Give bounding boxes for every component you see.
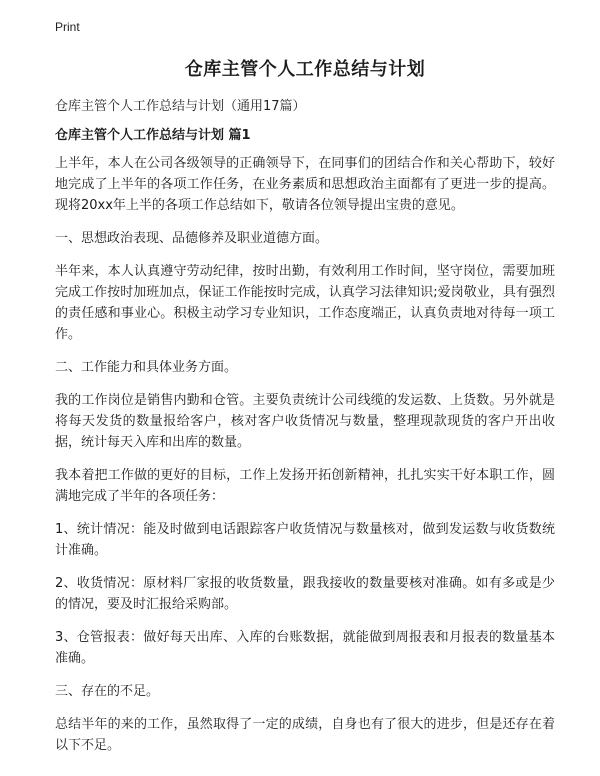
paragraph: 上半年，本人在公司各级领导的正确领导下，在同事们的团结合作和关心帮助下，较好地完成了上半年的各项工作任务，在业务素质和思想政治主面都有了更进一步的提高。现将20xx年上半的各项工作总结如下，敬请各位领导提出宝贵的意见。 <box>55 156 555 213</box>
paragraph: 2、收货情况：原材料厂家报的收货数量，跟我接收的数量要核对准确。如有多或是少的情况，要及时汇报给采购部。 <box>55 576 555 612</box>
section-heading: 仓库主管个人工作总结与计划 篇1 <box>55 128 251 143</box>
document-body <box>55 153 555 768</box>
paragraph: 三、存在的不足。 <box>55 684 160 699</box>
paragraph: 1、统计情况：能及时做到电话跟踪客户收货情况与数量核对，做到发运数与收货数统计准确。 <box>55 522 555 558</box>
document-title: 仓库主管个人工作总结与计划 <box>184 59 426 80</box>
print-label[interactable]: Print <box>55 20 80 34</box>
paragraph: 二、工作能力和具体业务方面。 <box>55 360 238 375</box>
paragraph: 3、仓管报表：做好每天出库、入库的台账数据，就能做到周报表和月报表的数量基本准确。 <box>55 630 555 666</box>
paragraph: 我的工作岗位是销售内勤和仓管。主要负责统计公司线缆的发运数、上货数。另外就是将每天发货的数量报给客户，核对客户收货情况与数量，整理现款现货的客户开出收据，统计每天入库和出库的数量。 <box>55 393 555 450</box>
paragraph: 总结半年的来的工作，虽然取得了一定的成绩，自身也有了很大的进步，但是还存在着以下不足。 <box>55 717 555 753</box>
paragraph: 我本着把工作做的更好的目标，工作上发扬开拓创新精神，扎扎实实干好本职工作，圆满地完成了半年的各项任务： <box>55 468 555 504</box>
paragraph: 半年来，本人认真遵守劳动纪律，按时出勤，有效利用工作时间，坚守岗位，需要加班完成工作按时加班加点，保证工作能按时完成，认真学习法律知识;爱岗敬业，具有强烈的责任感和事业心。积极主动学习专业知识，工作态度端正，认真负责地对待每一项工作。 <box>55 264 555 342</box>
document-subtitle: 仓库主管个人工作总结与计划（通用17篇） <box>55 99 306 114</box>
paragraph: 一、思想政治表现、品德修养及职业道德方面。 <box>55 231 329 246</box>
